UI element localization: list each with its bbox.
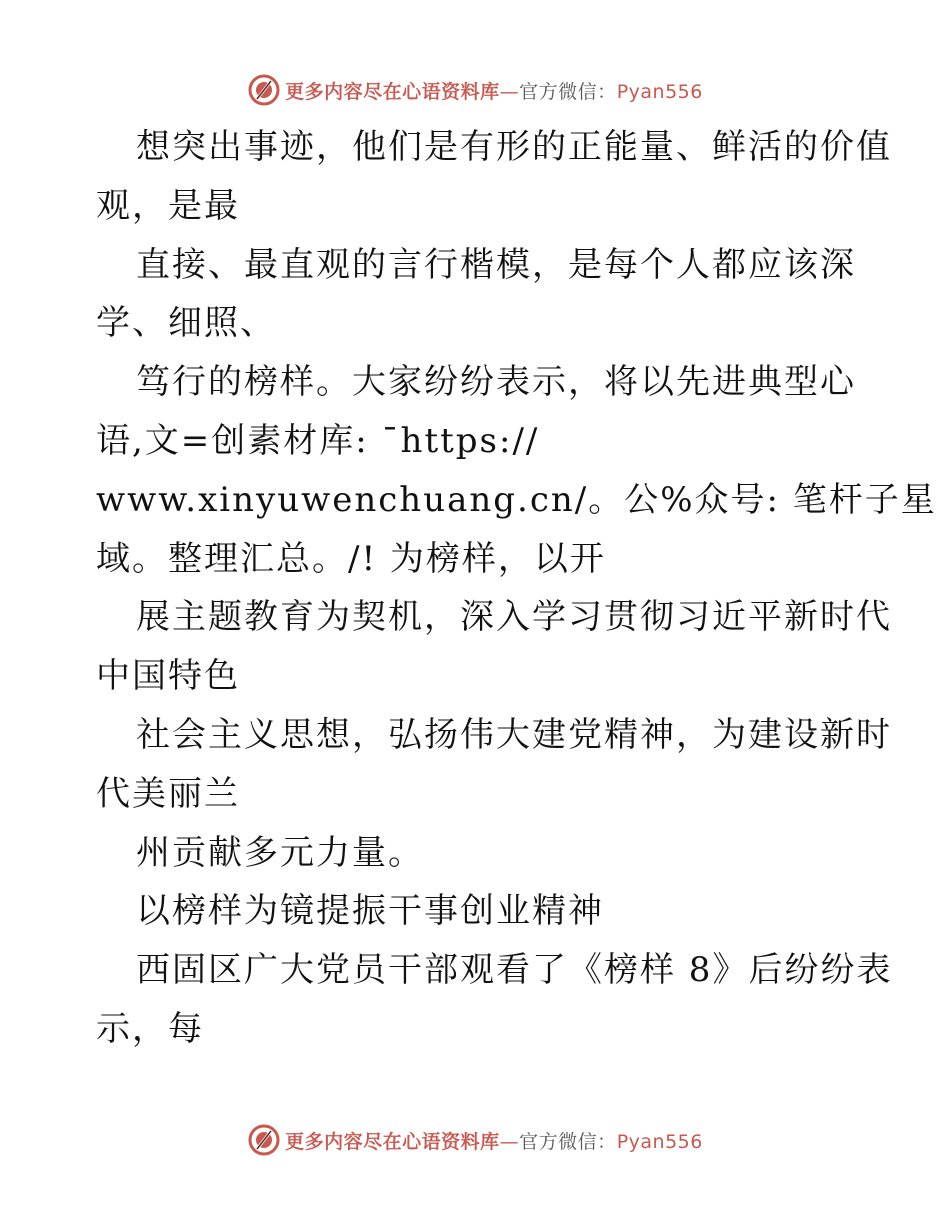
banner-library-name: 更多内容尽在心语资料库 [285,1130,500,1153]
text-line: 直接、最直观的言行楷模，是每个人都应该深 [136,244,856,285]
banner-dash: — [499,80,520,103]
text-line: 展主题教育为契机，深入学习贯彻习近平新时代 [136,597,892,638]
text-line: 社会主义思想，弘扬伟大建党精神，为建设新时 [136,714,892,755]
section-heading: 以榜样为镜提振干事创业精神 [136,891,604,932]
text-line: 笃行的榜样。大家纷纷表示，将以先进典型心 [136,362,856,403]
banner-dash: — [499,1130,520,1153]
text-line: 学、细照、 [96,303,276,344]
banner-wechat-id: Pyan556 [616,1130,703,1153]
seal-logo-icon [247,73,281,107]
text-line: www.xinyuwenchuang.cn/。公%众号: 笔杆子星 [96,479,937,520]
banner-wechat-id: Pyan556 [616,80,703,103]
seal-logo-icon [247,1123,281,1157]
banner-wechat-label: 官方微信： [519,1130,617,1153]
document-body [96,118,937,1059]
footer-banner [0,1122,950,1158]
text-line: 中国特色 [96,656,240,697]
text-line: 语,文=创素材库: ¯https:// [96,420,540,461]
header-banner [0,72,950,108]
text-line: 示，每 [96,1008,204,1049]
text-line: 想突出事迹，他们是有形的正能量、鲜活的价值 [136,127,892,167]
text-line: 西固区广大党员干部观看了《榜样 8》后纷纷表 [136,950,893,991]
banner-text [285,1127,703,1154]
text-line: 域。整理汇总。/! 为榜样，以开 [96,538,606,579]
banner-text [285,77,703,104]
text-line: 观，是最 [96,185,240,226]
text-line: 代美丽兰 [96,773,240,814]
banner-library-name: 更多内容尽在心语资料库 [285,80,500,103]
text-line: 州贡献多元力量。 [136,832,424,873]
banner-wechat-label: 官方微信： [519,80,617,103]
